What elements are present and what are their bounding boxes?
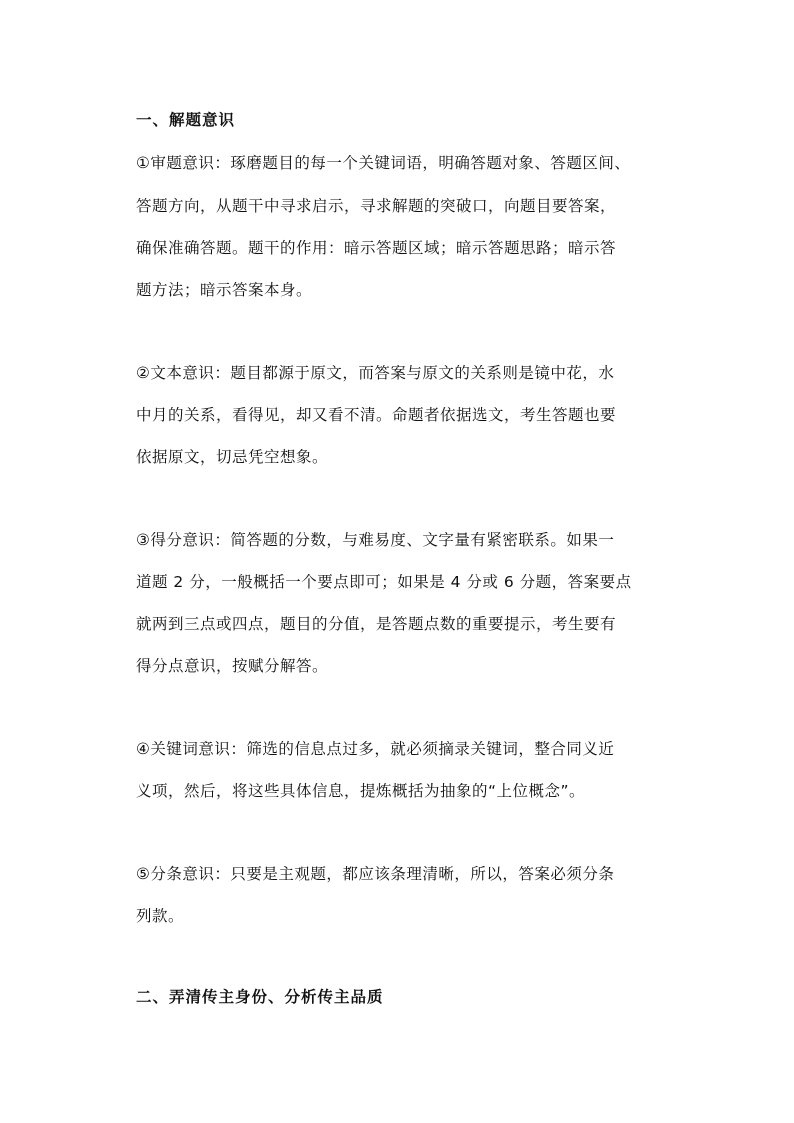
paragraph-line: 中月的关系，看得见，却又看不清。命题者依据选文，考生答题也要	[136, 406, 617, 424]
paragraph-line: ⑤分条意识：只要是主观题，都应该条理清晰，所以，答案必须分条	[136, 865, 615, 883]
section-heading-1: 一、解题意识	[136, 111, 236, 129]
paragraph-line: 确保准确答题。题干的作用：暗示答题区域；暗示答题思路；暗示答	[136, 239, 617, 257]
paragraph-line: 依据原文，切忌凭空想象。	[136, 448, 329, 466]
paragraph-line: ②文本意识：题目都源于原文，而答案与原文的关系则是镜中花，水	[136, 364, 615, 382]
paragraph-line: 义项，然后，将这些具体信息，提炼概括为抽象的“上位概念”。	[136, 782, 586, 800]
paragraph-line: 答题方向，从题干中寻求启示，寻求解题的突破口，向题目要答案，	[136, 197, 617, 215]
paragraph-line: ③得分意识：简答题的分数，与难易度、文字量有紧密联系。如果一	[136, 531, 615, 549]
paragraph-line: 题方法；暗示答案本身。	[136, 281, 313, 299]
paragraph-line: 就两到三点或四点，题目的分值，是答题点数的重要提示，考生要有	[136, 615, 617, 633]
paragraph-line: 道题 2 分，一般概括一个要点即可；如果是 4 分或 6 分题，答案要点	[136, 573, 632, 591]
paragraph-line: ④关键词意识：筛选的信息点过多，就必须摘录关键词，整合同义近	[136, 740, 615, 758]
paragraph-line: ①审题意识：琢磨题目的每一个关键词语，明确答题对象、答题区间、	[136, 154, 631, 172]
paragraph-line: 得分点意识，按赋分解答。	[136, 657, 329, 675]
paragraph-line: 列款。	[136, 907, 185, 925]
section-heading-2: 二、弄清传主身份、分析传主品质	[136, 988, 384, 1006]
